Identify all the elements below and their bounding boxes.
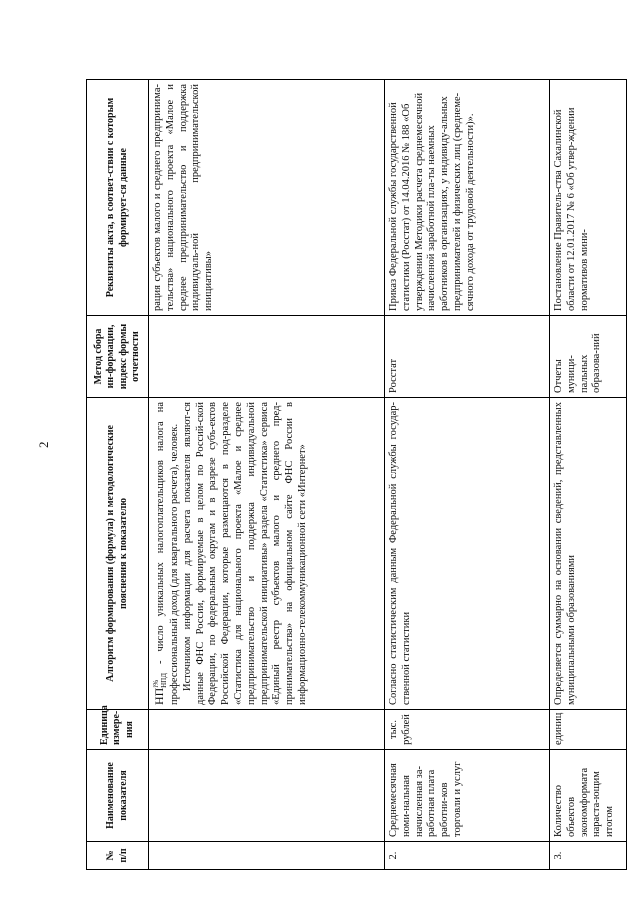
row-unit: единиц xyxy=(550,710,627,750)
table-row xyxy=(149,80,385,870)
table-row xyxy=(385,80,550,870)
header-indicator-name: Наименование показателя xyxy=(87,750,149,842)
header-number: № п/п xyxy=(87,842,149,870)
row-algorithm xyxy=(149,398,385,710)
row-collection-method: Отчеты муници-пальных образова-ний xyxy=(550,316,627,398)
row-algorithm: Согласно статистическим данным Федеральной службы государ-ственной статистики xyxy=(385,398,550,710)
row-collection-method: Росстат xyxy=(385,316,550,398)
row-unit: тыс. рублей xyxy=(385,710,550,750)
row-indicator-name: Среднемесячная номи-нальная начисленная за-работная плата работни-ков торговли и услуг xyxy=(385,750,550,842)
header-algorithm: Алгоритм формирования (формула) и методологические пояснения к показателю xyxy=(87,398,149,710)
page-number: 2 xyxy=(36,441,51,448)
algorithm-source-note: Источником информации для расчета показателя являют-ся данные ФНС России, формируемые в целом по Россий-ской Федерации, по федеральным округам и в разрезе субъ-ектов Российской Федерации, которые размещаются в под-разделе «Статистика для национального проекта «Малое и среднее предпринимательство и поддержка индивидуальной предпринимательской инициативы» раздела «Статистика» сервиса «Единый реестр субъектов малого и среднего пред-принимательства» на официальном сайте ФНС России в информационно-телекоммуникационной сети «Интернет» xyxy=(181,402,308,705)
indicator-table xyxy=(86,79,627,870)
header-legal-act: Реквизиты акта, в соответ-ствии с которым формирует-ся данные xyxy=(87,80,149,316)
row-number: 2. xyxy=(385,842,550,870)
row-indicator-name xyxy=(149,750,385,842)
row-legal-act: Постановление Правитель-ства Сахалинской области от 12.01.2017 № 6 «Об утвер-ждении нормативов мини- xyxy=(550,80,627,316)
formula-description: - число уникальных налогоплательщиков налога на профессиональный доход (для квартального расчета), человек. xyxy=(155,402,180,705)
row-collection-method xyxy=(149,316,385,398)
header-unit: Единица измере-ния xyxy=(87,710,149,750)
row-indicator-name: Количество объектов экономформата нараста-ющим итогом xyxy=(550,750,627,842)
row-legal-act: Приказ Федеральной службы государственной статистики (Росстат) от 14.04.2016 № 188 «Об утверждении Методики расчета среднемесячной начисленной заработной пла-ты наемных работников в организациях, у индивиду-альных предпринимателей и физических лиц (среднеме-сячного дохода от трудовой деятельности)». xyxy=(385,80,550,316)
header-collection-method: Метод сбора ин-формации, индекс формы отчетности xyxy=(87,316,149,398)
formula-symbol: $НП^{i\%}_{НПД}$ xyxy=(152,672,169,705)
row-number xyxy=(149,842,385,870)
table-header-row xyxy=(87,80,149,870)
table-row xyxy=(550,80,627,870)
row-legal-act: рация субъектов малого и среднего предпринима-тельства» национального проекта «Малое и среднее предпринимательство и поддержка индивидуаль-ной предпринимательской инициативы» xyxy=(149,80,385,316)
row-number: 3. xyxy=(550,842,627,870)
row-algorithm: Определяется суммарно на основании сведений, представленных муниципальными образованиями xyxy=(550,398,627,710)
row-unit xyxy=(149,710,385,750)
indicator-table-sheet xyxy=(86,80,626,870)
